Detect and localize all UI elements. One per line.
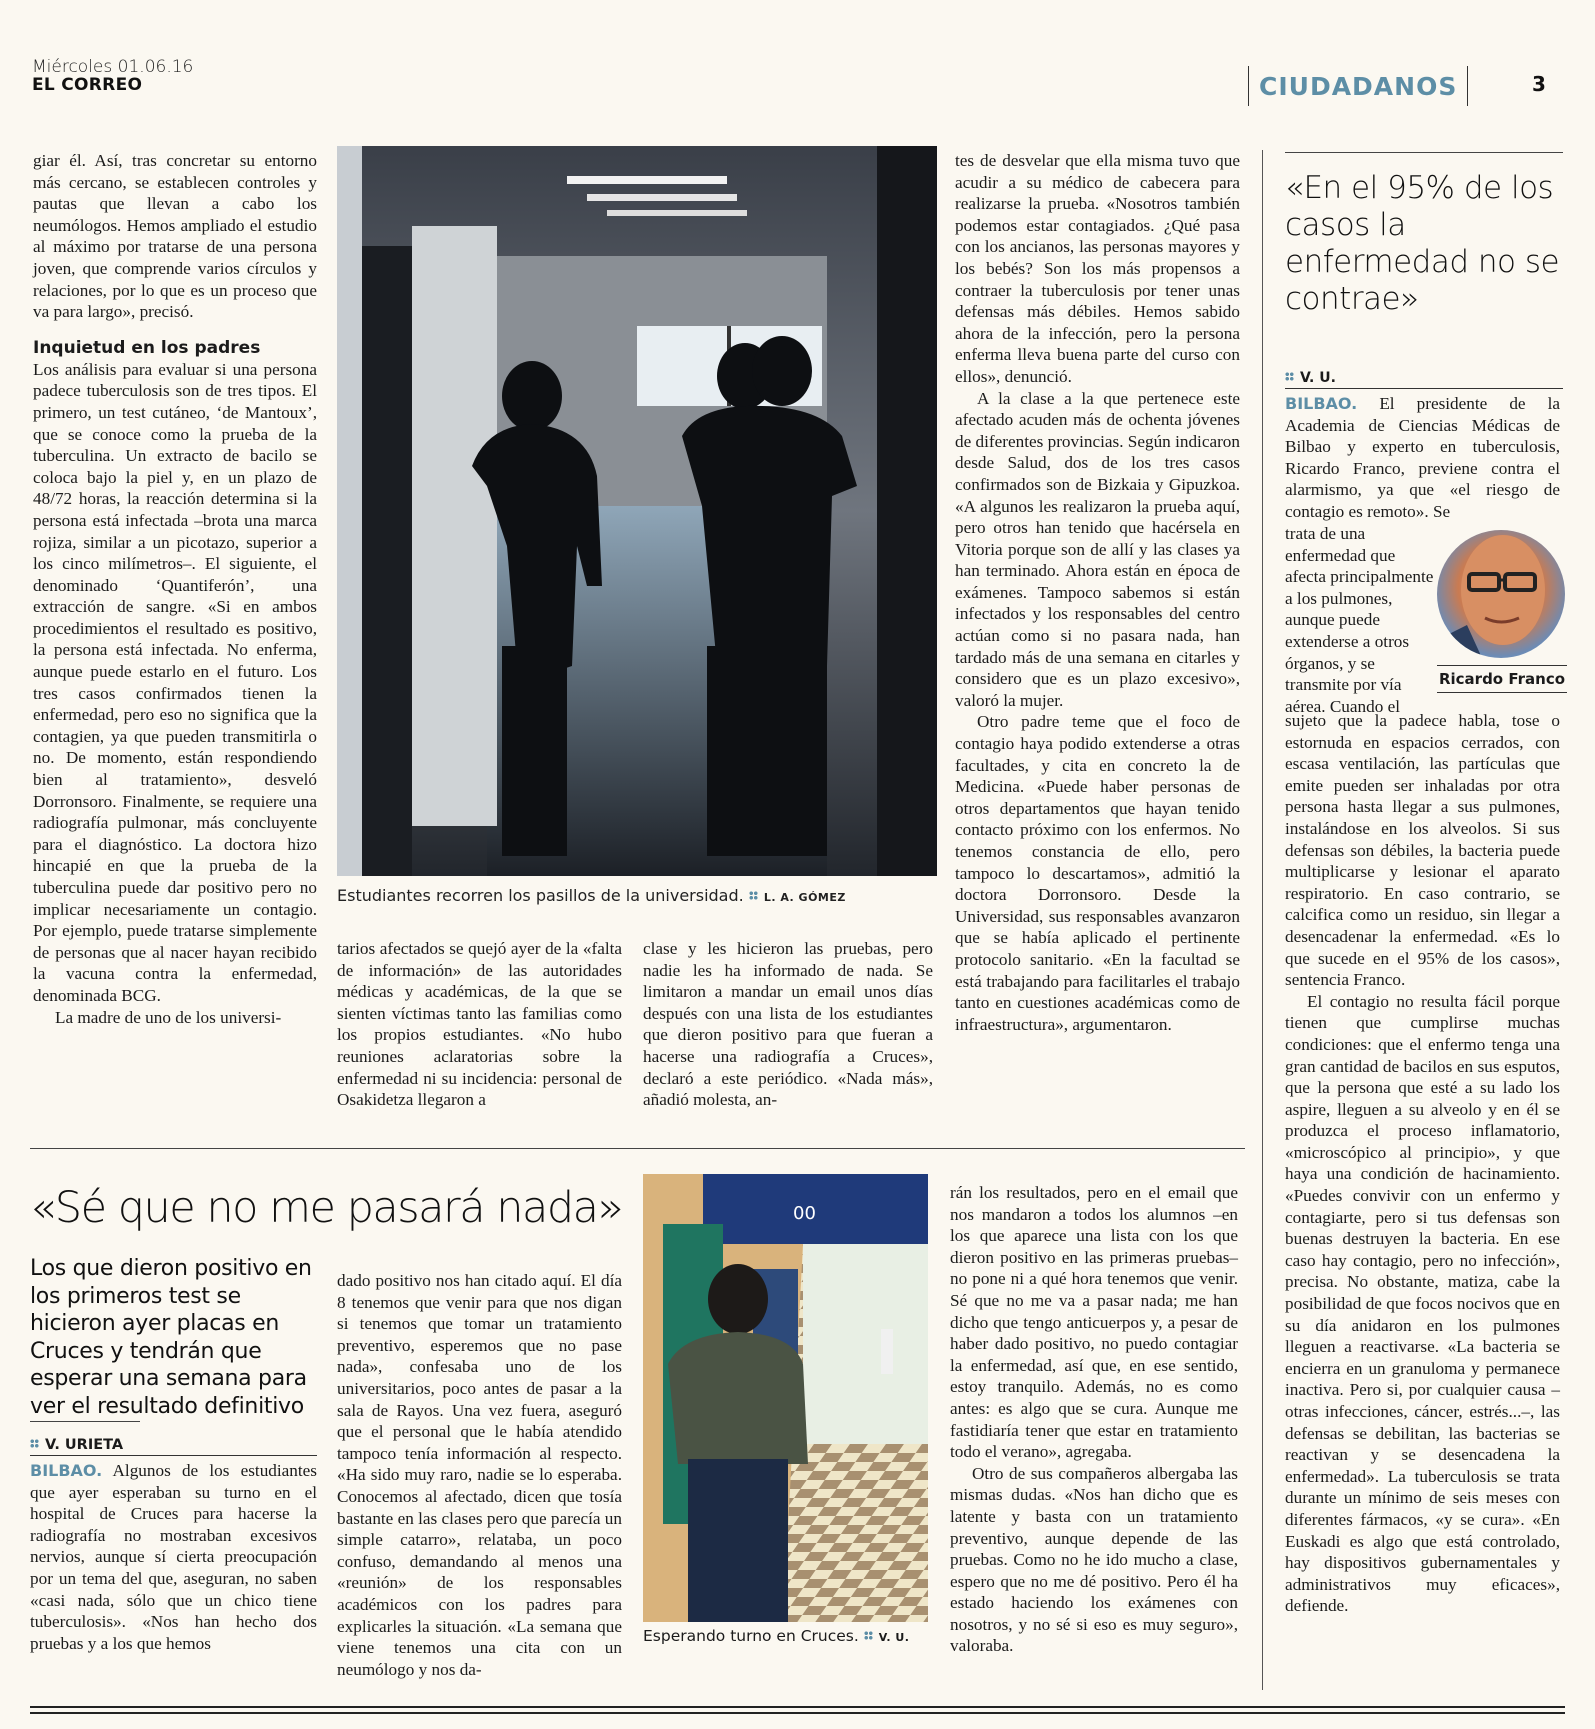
column-rule: [1262, 150, 1263, 1690]
photo-credit: V. U.: [878, 1631, 910, 1644]
publication-name: EL CORREO: [32, 75, 143, 95]
byline-dots-icon: [30, 1439, 39, 1448]
door-sign-number: 00: [793, 1203, 816, 1224]
portrait-illustration: [1437, 530, 1565, 658]
subhead-rule: [30, 1421, 140, 1422]
article-column-4: [955, 150, 1240, 1035]
article-headline: «Sé que no me pasará nada»: [30, 1183, 623, 1233]
byline-author: V. U.: [1300, 370, 1336, 386]
sidebar-top-rule: [1285, 152, 1563, 153]
caption-text: Estudiantes recorren los pasillos de la universidad.: [337, 886, 744, 905]
sidebar-lead: [1285, 393, 1560, 523]
byline-author: V. URIETA: [45, 1437, 124, 1453]
article-column-3: [643, 938, 933, 1111]
credit-dots-icon: [864, 1631, 873, 1640]
credit-dots-icon: [749, 891, 758, 900]
article-column-2: [337, 938, 622, 1111]
paragraph: rán los resultados, pero en el email que nos mandaron a todos los alumnos –en los que aparece una lista con los que dieron positivo en las primeras pruebas– no pone ni a qué hora tenemos que venir. Sé que no me va a pasar nada; me han dicho que tengo anticuerpos y, a pesar de haber dado positivo, no puedo contagiar la enfermedad, así que, en ese sentido, estoy tranquilo. Además, no es como antes: es algo que se cura. Aunque me fastidiaría tener que estar en tratamiento todo el verano», agregaba.: [950, 1183, 1238, 1462]
paragraph: [30, 1460, 317, 1654]
section-header: [1248, 66, 1468, 106]
paragraph: A la clase a la que pertenece este afectado acuden más de ochenta jóvenes de diferentes provincias. Según indicaron desde Salud, dos de los tres casos confirmados son de Bizkaia y Gipuzkoa. «A algunos les realizaron la prueba aquí, pero otros han tenido que hacérsela en Vitoria porque son de allí y las clases ya han terminado. Ahora están en época de exámenes. Tampoco sabemos si están infectados y los responsables del centro actúan como si no pasara nada, han tardado más de una semana en citarles y considero que es un plazo excesivo», valoró la mujer.: [955, 388, 1240, 710]
hospital-photo-illustration: [643, 1174, 928, 1622]
subheading: Inquietud en los padres: [33, 337, 261, 358]
page-number: 3: [1532, 72, 1546, 96]
paragraph: dado positivo nos han citado aquí. El día 8 tenemos que venir para que nos digan si tenemos que tomar un tratamiento preventivo, esperemos que no pase nada», confesaba uno de los universitarios, poco antes de pasar a la sala de Rayos. Una vez fuera, aseguró que el personal que le había atendido tampoco tenía información al respecto. «Ha sido muy raro, nadie se lo esperaba. Conocemos al afectado, dicen que tosía bastante en las clases pero que parecía un simple catarro», relataba, un poco confuso, demandando al menos una «reunión» de los responsables académicos con los padres para explicarles la situación. «La semana que viene tenemos una cita con un neumólogo y nos da-: [337, 1271, 622, 1679]
avatar-name-label: Ricardo Franco: [1437, 665, 1567, 693]
photo-caption: [337, 886, 846, 905]
lead-text: El presidente de la Academia de Ciencias Médicas de Bilbao y experto en tuberculosis, Ricardo Franco, previene contra el alarmismo, ya que «el riesgo de contagio es remoto». Se: [1285, 394, 1561, 521]
sidebar-body: [1285, 710, 1560, 1617]
corridor-photo: [337, 146, 937, 876]
paragraph: El contagio no resulta fácil porque tienen que cumplirse muchas condiciones: que el enfermo tenga una gran cantidad de bacilos en sus esputos, que la persona que esté a su lado los aspire, lleguen a su alveolo y en él se produzca el proceso inflamatorio, «microscópico al principio», y que haya una condición de hacinamiento. «Puedes convivir con un enfermo y contagiarte, pero si tus defensas son buenas destruyen la bacteria. En ese caso hay contagio, pero no infección», precisa. No obstante, matiza, cabe la posibilidad de que focos nocivos que en su día anidaron en los pulmones lleguen a reactivarse. «La bacteria se encierra en un granuloma y permanece inactiva. Pero si, por cualquier causa –otras infecciones, cáncer, estrés...–, las defensas se debilitan, las bacterias se reactivan y se desencadena la enfermedad». La tuberculosis se trata durante un mínimo de seis meses con diferentes fármacos, «y se cura». «En Euskadi es algo que está controlado, hay dispositivos gubernamentales y administrativos muy eficaces», defiende.: [1285, 991, 1560, 1616]
article2-column-4: [950, 1182, 1238, 1657]
caption-text: Esperando turno en Cruces.: [643, 1627, 859, 1645]
sidebar-wrap-text: [1285, 523, 1435, 717]
paragraph: sujeto que la padece habla, tose o estornuda en espacios cerrados, con escasa ventilación, las partículas que emite pueden ser inhaladas por otra persona hasta llegar a sus pulmones, instalándose en los alveolos. Si sus defensas son débiles, la bacteria puede multiplicarse y lesionar el aparato respiratorio. En caso contrario, se calcifica como un residuo, sin llegar a desencadenar la enfermedad. «Es lo que sucede en el 95% de los casos», sentencia Franco.: [1285, 711, 1560, 990]
paragraph: [1285, 393, 1560, 523]
sidebar-headline: «En el 95% de los casos la enfermedad no se contrae»: [1285, 170, 1560, 317]
section-divider: [30, 1148, 1245, 1149]
hospital-photo: [643, 1174, 928, 1622]
article-column-1: [33, 150, 317, 1028]
article-byline: [30, 1437, 317, 1456]
dateline: BILBAO.: [1285, 394, 1358, 413]
ricardo-franco-avatar: [1437, 530, 1565, 658]
paragraph: Los análisis para evaluar si una persona padece tuberculosis son de tres tipos. El primero, un test cutáneo, ‘de Mantoux’, que se conoce como la prueba de la tuberculina. Un extracto de bacilo se coloca bajo la piel y, en un plazo de 48/72 horas, la reacción determina si la persona está infectada –brota una marca rojiza, similar a un picotazo, superior a los cinco milímetros–. El siguiente, el denominado ‘Quantiferón’, una extracción de sangre. «Si en ambos procedimientos el resultado es positivo, la persona está infectada. No enferma, aunque puede estarlo en el futuro. Los tres casos confirmados tienen la enfermedad, pero eso no significa que la contagien, ya que pueden transmitirla o no. De momento, están respondiendo bien al tratamiento», desveló Dorronsoro. Finalmente, se requiere una radiografía pulmonar, más concluyente para el diagnóstico. La doctora hizo hincapié en que la prueba de la tuberculina puede dar positivo pero no implicar necesariamente un contagio. Por ejemplo, puede tratarse simplemente de personas que al nacer hayan recibido la vacuna contra la enfermedad, denominada BCG.: [33, 359, 317, 1005]
corridor-photo-illustration: [337, 146, 937, 876]
paragraph: trata de una enfermedad que afecta principalmente a los pulmones, aunque puede extenderse a otros órganos, y se transmite por vía aérea. Cuando el: [1285, 524, 1434, 716]
paragraph: giar él. Así, tras concretar su entorno más cercano, se establecen controles y pautas que llevan a cabo los neumólogos. Hemos ampliado el estudio al máximo por tratarse de una persona joven, que comprende varios círculos y relaciones, por lo que es un proceso que va para largo», precisó.: [33, 151, 317, 322]
lead-text: Algunos de los estudiantes que ayer esperaban su turno en el hospital de Cruces para hacerse la radiografía no mostraban excesivos nervios, aunque sí cierta preocupación por un tema del que, aseguran, no saben «casi nada, sólo que un chico tiene tuberculosis». «Nos han hecho dos pruebas y a los que hemos: [30, 1461, 317, 1653]
photo-credit: L. A. GÓMEZ: [763, 891, 846, 904]
page-bottom-rule: [30, 1712, 1565, 1714]
divider: [1467, 66, 1468, 106]
byline-dots-icon: [1285, 372, 1294, 381]
article2-column-1: [30, 1460, 317, 1654]
paragraph: Otro de sus compañeros albergaba las mismas dudas. «Nos han dicho que es latente y basta con un tratamiento preventivo, aunque depende de las pruebas. Como no he ido mucho a clase, espero que no me dé positivo. Pero él ha estado haciendo los exámenes con nosotros, y no sé si eso es muy seguro», valoraba.: [950, 1463, 1238, 1656]
photo-caption: [643, 1627, 909, 1645]
sidebar-byline: [1285, 370, 1563, 389]
paragraph: tes de desvelar que ella misma tuvo que acudir a su médico de cabecera para realizarse la prueba. «Nosotros también podemos estar contagiados. ¿Qué pasa con los ancianos, las personas mayores y los bebés? Son los más propensos a contraer la tuberculosis por tener unas defensas más débiles. Hemos sabido ahora de la infección, pero la persona enferma lleva buena parte del curso con ellos», denunció.: [955, 151, 1240, 386]
section-label: CIUDADANOS: [1259, 71, 1458, 101]
article-subheadline: Los que dieron positivo en los primeros test se hicieron ayer placas en Cruces y tendrán que esperar una semana para ver el resultado definitivo: [30, 1256, 312, 1419]
paragraph: clase y les hicieron las pruebas, pero nadie les ha informado de nada. Se limitaron a mandar un email unos días después con una lista de los estudiantes que dieron positivo para que fueran a hacerse una radiografía a Cruces», declaró a este periódico. «Nada más», añadió molesta, an-: [643, 939, 933, 1110]
page-bottom-rule: [30, 1706, 1565, 1708]
paragraph: La madre de uno de los universi-: [55, 1007, 282, 1027]
dateline: BILBAO.: [30, 1461, 103, 1480]
article2-column-2: [337, 1270, 622, 1680]
paragraph: tarios afectados se quejó ayer de la «falta de información» de las autoridades médicas y académicas, de la que se sienten víctimas tanto las familias como los propios estudiantes. «No hubo reuniones aclaratorias sobre la enfermedad ni su incidencia: personal de Osakidetza llegaron a: [337, 939, 622, 1110]
issue-date: Miércoles 01.06.16: [32, 57, 194, 77]
paragraph: Otro padre teme que el foco de contagio haya podido extenderse a otras facultades, y cita en concreto la de Medicina. «Puede haber personas de otros departamentos que hayan tenido contacto próximo con los enfermos. No tenemos constancia de ello, pero tampoco lo descartamos», admitió la doctora Dorronsoro. Desde la Universidad, sus responsables avanzaron que se había aplicado el pertinente protocolo sanitario. «En la facultad se está trabajando para facilitarles el trabajo tanto en cuestiones académicas como de infraestructura», argumentaron.: [955, 712, 1240, 1034]
